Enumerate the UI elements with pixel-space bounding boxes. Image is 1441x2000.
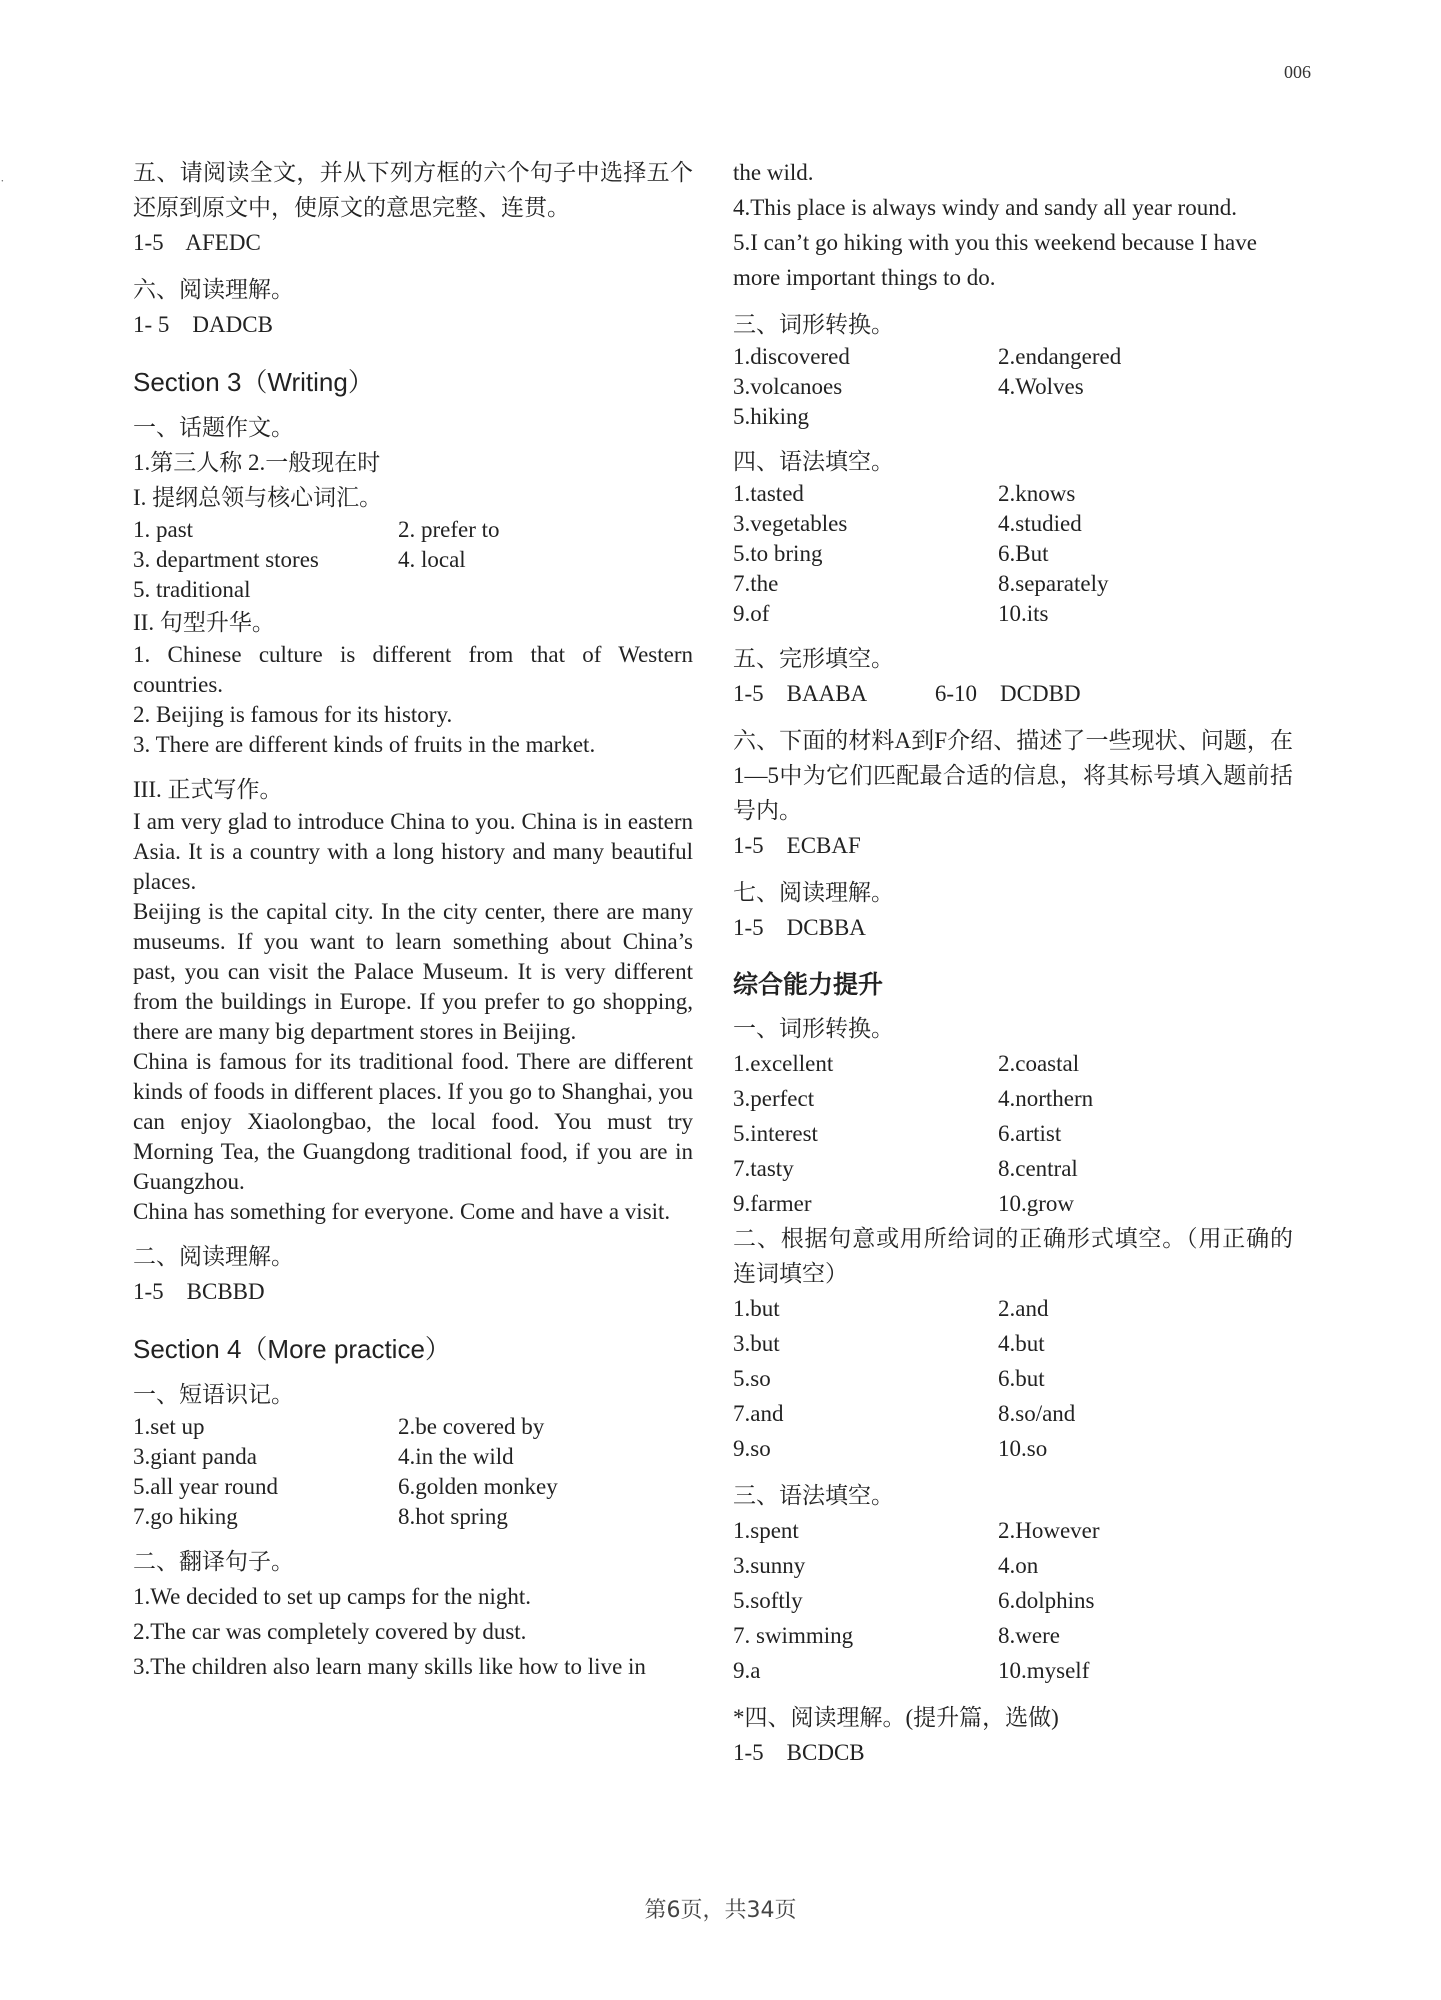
grid-item: 4.in the wild <box>398 1444 514 1469</box>
z4-answer: 1-5 BCDCB <box>733 1740 865 1765</box>
grid-item: 3.vegetables <box>733 511 848 536</box>
s3-q1-title: 一、话题作文。 <box>133 415 294 440</box>
r-q5-answer: 1-5 BAABA 6-10 DCDBD <box>733 681 1081 706</box>
grid-item: 2. prefer to <box>398 517 500 542</box>
grid-item: 8.hot spring <box>398 1504 508 1529</box>
grid-item: 2.be covered by <box>398 1414 545 1439</box>
page-footer: 第6页，共34页 <box>644 1898 797 1923</box>
z3-title: 三、语法填空。 <box>733 1483 894 1508</box>
s3-q2-title: 二、阅读理解。 <box>133 1244 294 1269</box>
grid-item: 6.dolphins <box>998 1588 1095 1613</box>
grid-item <box>998 402 1263 432</box>
s3-q2-answer: 1-5 BCBBD <box>133 1279 265 1304</box>
s3-sentence-title: II. 句型升华。 <box>133 610 275 635</box>
margin-mark: ˙ <box>0 178 5 193</box>
grid-item: 6.artist <box>998 1121 1062 1146</box>
z1-grid <box>733 1046 1293 1221</box>
r-q6-title: 六、下面的材料A到F介绍、描述了一些现状、问题，在1—5中为它们匹配最合适的信息，将其标号填入题前括号内。 <box>733 728 1293 823</box>
grid-item: 10.myself <box>998 1658 1090 1683</box>
grid-item: 5.hiking <box>733 404 810 429</box>
grid-item: 1.set up <box>133 1414 205 1439</box>
r-q4-grid <box>733 479 1293 629</box>
zh-section-title: 综合能力提升 <box>733 970 884 999</box>
section4-title: Section 4（More practice） <box>133 1334 451 1364</box>
grid-item: 4. local <box>398 547 466 572</box>
grid-item: 1.but <box>733 1296 780 1321</box>
grid-item: 4.Wolves <box>998 374 1084 399</box>
cont-line: 4.This place is always windy and sandy all year round. <box>733 195 1237 220</box>
grid-item: 7.tasty <box>733 1156 794 1181</box>
grid-item: 3.perfect <box>733 1086 815 1111</box>
grid-item: 4.but <box>998 1331 1045 1356</box>
grid-item: 1.tasted <box>733 481 804 506</box>
grid-item: 4.northern <box>998 1086 1094 1111</box>
s3-sentence: 3. There are different kinds of fruits in the market. <box>133 732 596 757</box>
grid-item: 9.so <box>733 1436 771 1461</box>
s3-sentence: 2. Beijing is famous for its history. <box>133 702 453 727</box>
grid-item: 2.However <box>998 1518 1100 1543</box>
left-q5-title: 五、请阅读全文，并从下列方框的六个句子中选择五个还原到原文中，使原文的意思完整、连贯。 <box>133 160 693 220</box>
grid-item: 9.a <box>733 1658 761 1683</box>
grid-item: 7.the <box>733 571 779 596</box>
s3-outline-title: I. 提纲总领与核心词汇。 <box>133 485 383 510</box>
grid-item: 4.studied <box>998 511 1082 536</box>
grid-item: 2.endangered <box>998 344 1122 369</box>
grid-item: 8.separately <box>998 571 1109 596</box>
grid-item: 3.but <box>733 1331 780 1356</box>
grid-item: 1.excellent <box>733 1051 834 1076</box>
section3-title: Section 3（Writing） <box>133 367 374 397</box>
s4-q2-item: 2.The car was completely covered by dust. <box>133 1619 527 1644</box>
r-q7-answer: 1-5 DCBBA <box>733 915 866 940</box>
grid-item <box>398 575 663 605</box>
r-q3-grid <box>733 342 1293 432</box>
grid-item: 2.coastal <box>998 1051 1080 1076</box>
grid-item: 4.on <box>998 1553 1039 1578</box>
grid-item: 6.But <box>998 541 1049 566</box>
s3-essay-title: III. 正式写作。 <box>133 777 283 802</box>
grid-item: 8.so/and <box>998 1401 1076 1426</box>
r-q3-title: 三、词形转换。 <box>733 312 894 337</box>
r-q6-answer: 1-5 ECBAF <box>733 833 861 858</box>
left-q6-title: 六、阅读理解。 <box>133 277 294 302</box>
z1-title: 一、词形转换。 <box>733 1016 894 1041</box>
s4-q1-grid <box>133 1412 693 1532</box>
grid-item: 5. traditional <box>133 577 251 602</box>
grid-item: 1.spent <box>733 1518 799 1543</box>
grid-item: 1.discovered <box>733 344 850 369</box>
s3-sentence: 1. Chinese culture is different from that of Western countries. <box>133 642 693 697</box>
r-q7-title: 七、阅读理解。 <box>733 880 894 905</box>
essay-paragraph: China is famous for its traditional food. There are different kinds of foods in different places. If you go to Shanghai, you can enjoy Xiaolongbao, the local food. You must try Morning Tea, the Guangdong traditional food, if you are in Guangzhou. <box>133 1049 693 1194</box>
grid-item: 10.grow <box>998 1191 1075 1216</box>
grid-item: 6.golden monkey <box>398 1474 558 1499</box>
left-column <box>133 155 693 1684</box>
cont-line: 5.I can’t go hiking with you this weekend because I have more important things to do. <box>733 230 1257 290</box>
essay-paragraph: China has something for everyone. Come and have a visit. <box>133 1199 671 1224</box>
grid-item: 8.central <box>998 1156 1078 1181</box>
grid-item: 3.volcanoes <box>733 374 843 399</box>
grid-item: 5.so <box>733 1366 771 1391</box>
s4-q2-item: 3.The children also learn many skills like how to live in <box>133 1654 646 1679</box>
s4-q2-title: 二、翻译句子。 <box>133 1549 294 1574</box>
r-q4-title: 四、语法填空。 <box>733 449 894 474</box>
z3-grid <box>733 1513 1293 1688</box>
grid-item: 9.of <box>733 601 770 626</box>
cont-line: the wild. <box>733 160 814 185</box>
grid-item: 10.so <box>998 1436 1048 1461</box>
grid-item: 7. swimming <box>733 1623 854 1648</box>
grid-item: 3.sunny <box>733 1553 806 1578</box>
grid-item: 5.softly <box>733 1588 803 1613</box>
grid-item: 5.interest <box>733 1121 818 1146</box>
grid-item: 9.farmer <box>733 1191 812 1216</box>
s4-q1-title: 一、短语识记。 <box>133 1382 294 1407</box>
grid-item: 7.go hiking <box>133 1504 238 1529</box>
grid-item: 2.and <box>998 1296 1049 1321</box>
grid-item: 5.all year round <box>133 1474 278 1499</box>
grid-item: 1. past <box>133 517 194 542</box>
z4-title: *四、阅读理解。(提升篇，选做) <box>733 1705 1059 1730</box>
page-number: 006 <box>1284 62 1311 82</box>
grid-item: 5.to bring <box>733 541 823 566</box>
grid-item: 7.and <box>733 1401 784 1426</box>
grid-item: 3. department stores <box>133 547 319 572</box>
r-q5-title: 五、完形填空。 <box>733 646 894 671</box>
left-q6-answer: 1- 5 DADCB <box>133 312 273 337</box>
grid-item: 8.were <box>998 1623 1060 1648</box>
essay-paragraph: Beijing is the capital city. In the city center, there are many museums. If you want to learn something about China’s past, you can visit the Palace Museum. It is very different from the buildings in Europe. If you prefer to go shopping, there are many big department stores in Beijing. <box>133 899 693 1044</box>
z2-grid <box>733 1291 1293 1466</box>
z2-title: 二、根据句意或用所给词的正确形式填空。（用正确的连词填空） <box>733 1226 1293 1286</box>
grid-item: 10.its <box>998 601 1049 626</box>
essay-paragraph: I am very glad to introduce China to you. China is in eastern Asia. It is a country with a long history and many beautiful places. <box>133 809 693 894</box>
s4-q2-item: 1.We decided to set up camps for the night. <box>133 1584 531 1609</box>
right-column <box>733 155 1293 1770</box>
grid-item: 2.knows <box>998 481 1076 506</box>
s3-outline-grid <box>133 515 693 605</box>
s3-q1-sub: 1.第三人称 2.一般现在时 <box>133 450 381 475</box>
left-q5-answer: 1-5 AFEDC <box>133 230 261 255</box>
grid-item: 3.giant panda <box>133 1444 257 1469</box>
grid-item: 6.but <box>998 1366 1045 1391</box>
